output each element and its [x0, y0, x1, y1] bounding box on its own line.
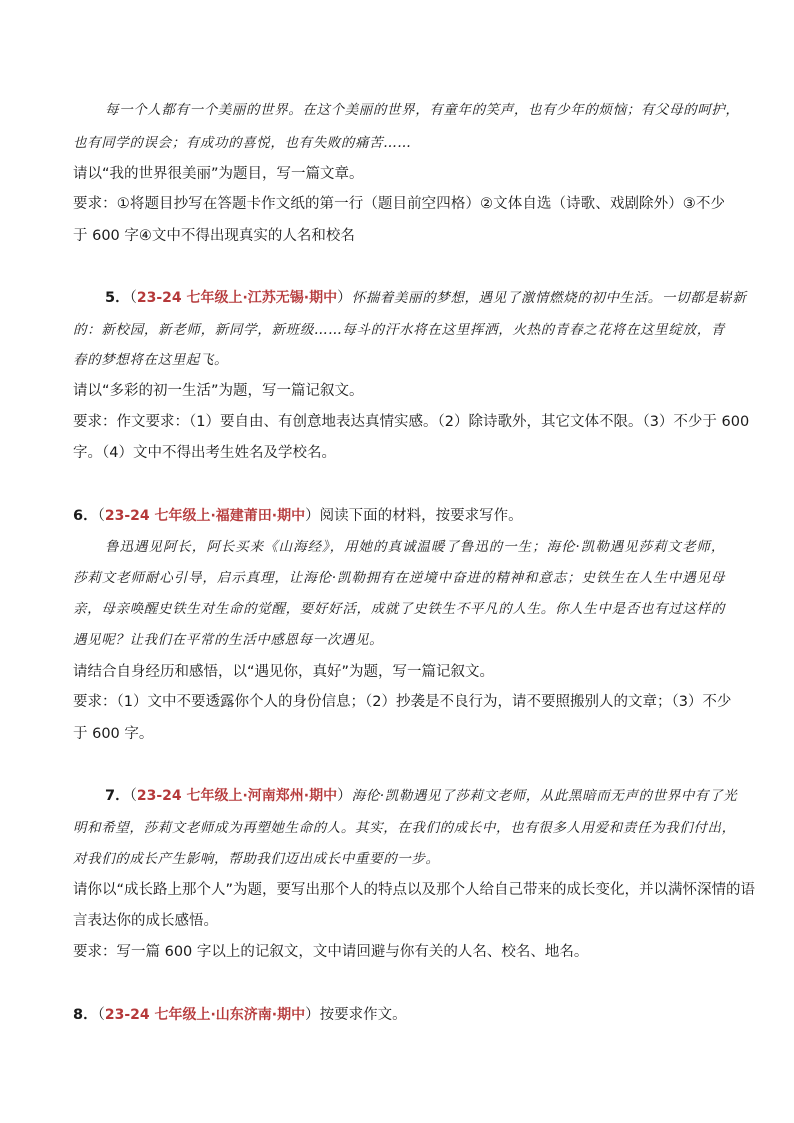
- q8-number: 8．: [73, 1007, 98, 1023]
- q7-source: 23-24 七年级上·河南郑州·期中: [136, 788, 338, 804]
- q5-prompt: 请以“多彩的初一生活”为题，写一篇记叙文。: [73, 383, 364, 399]
- q5-requirement-line-1: 要求：作文要求：（1）要自由、有创意地表达真情实感。（2）除诗歌外，其它文体不限。（3）不少于 600: [73, 414, 750, 430]
- intro-material-line-1: 每一个人都有一个美丽的世界。在这个美丽的世界，有童年的笑声，也有少年的烦恼；有父母的呵护，: [105, 102, 740, 118]
- intro-prompt: 请以“我的世界很美丽”为题目，写一篇文章。: [73, 166, 364, 182]
- q6-material-line-2: 莎莉文老师耐心引导，启示真理，让海伦·凯勒拥有在逆境中奋进的精神和意志；史铁生在人生中遇见母: [73, 570, 725, 586]
- intro-requirement-line-2: 于 600 字④文中不得出现真实的人名和校名: [73, 228, 355, 244]
- q6-header: 6．（23-24 七年级上·福建莆田·期中）阅读下面的材料，按要求写作。: [73, 508, 523, 524]
- q6-material-line-3: 亲，母亲唤醒史铁生对生命的觉醒，要好好活，成就了史铁生不平凡的人生。你人生中是否也有过这样的: [73, 601, 725, 617]
- intro-material-line-2: 也有同学的误会；有成功的喜悦，也有失败的痛苦……: [73, 135, 412, 151]
- q6-number: 6．: [73, 508, 98, 524]
- q5-number: 5．: [105, 290, 130, 306]
- q5-material-line-3: 春的梦想将在这里起飞。: [73, 352, 229, 368]
- q6-requirement-line-2: 于 600 字。: [73, 726, 154, 742]
- intro-requirement-line-1: 要求：①将题目抄写在答题卡作文纸的第一行（题目前空四格）②文体自选（诗歌、戏剧除外）③不少: [73, 196, 725, 212]
- q6-requirement-line-1: 要求：（1）文中不要透露你个人的身份信息；（2）抄袭是不良行为，请不要照搬别人的文章；（3）不少: [73, 694, 732, 710]
- q8-header: 8．（23-24 七年级上·山东济南·期中）按要求作文。: [73, 1007, 407, 1023]
- q6-prompt: 请结合自身经历和感悟，以“遇见你，真好”为题，写一篇记叙文。: [73, 664, 495, 680]
- q5-material-line-2: 的：新校园，新老师，新同学，新班级……每斗的汗水将在这里挥洒，火热的青春之花将在这里绽放，青: [73, 322, 725, 338]
- q7-header: 7．（23-24 七年级上·河南郑州·期中）海伦·凯勒遇见了莎莉文老师，从此黑暗而无声的世界中有了光: [105, 788, 738, 804]
- q5-material-line-1: 怀揣着美丽的梦想，遇见了激情燃烧的初中生活。一切都是崭新: [351, 290, 747, 306]
- q5-requirement-line-2: 字。（4）文中不得出考生姓名及学校名。: [73, 445, 336, 461]
- q7-prompt-line-1: 请你以“成长路上那个人”为题，要写出那个人的特点以及那个人给自己带来的成长变化，并以满怀深情的语: [73, 882, 756, 898]
- q7-number: 7．: [105, 788, 130, 804]
- q8-source: 23-24 七年级上·山东济南·期中: [104, 1007, 306, 1023]
- q6-instruction: 阅读下面的材料，按要求写作。: [319, 508, 523, 524]
- q5-source: 23-24 七年级上·江苏无锡·期中: [136, 290, 338, 306]
- q8-instruction: 按要求作文。: [319, 1007, 407, 1023]
- q7-material-line-2: 明和希望，莎莉文老师成为再塑她生命的人。其实，在我们的成长中，也有很多人用爱和责任为我们付出，: [73, 820, 736, 836]
- q7-requirement: 要求：写一篇 600 字以上的记叙文，文中请回避与你有关的人名、校名、地名。: [73, 944, 589, 960]
- q5-header: 5．（23-24 七年级上·江苏无锡·期中）怀揣着美丽的梦想，遇见了激情燃烧的初中生活。一切都是崭新: [105, 290, 747, 306]
- q6-material-line-4: 遇见呢？让我们在平常的生活中感恩每一次遇见。: [73, 632, 384, 648]
- q7-material-line-3: 对我们的成长产生影响，帮助我们迈出成长中重要的一步。: [73, 851, 440, 867]
- q7-prompt-line-2: 言表达你的成长感悟。: [73, 913, 218, 929]
- q7-material-line-1: 海伦·凯勒遇见了莎莉文老师，从此黑暗而无声的世界中有了光: [351, 788, 738, 804]
- q6-material-line-1: 鲁迅遇见阿长，阿长买来《山海经》，用她的真诚温暖了鲁迅的一生；海伦·凯勒遇见莎莉文老师，: [105, 539, 725, 555]
- q6-source: 23-24 七年级上·福建莆田·期中: [104, 508, 306, 524]
